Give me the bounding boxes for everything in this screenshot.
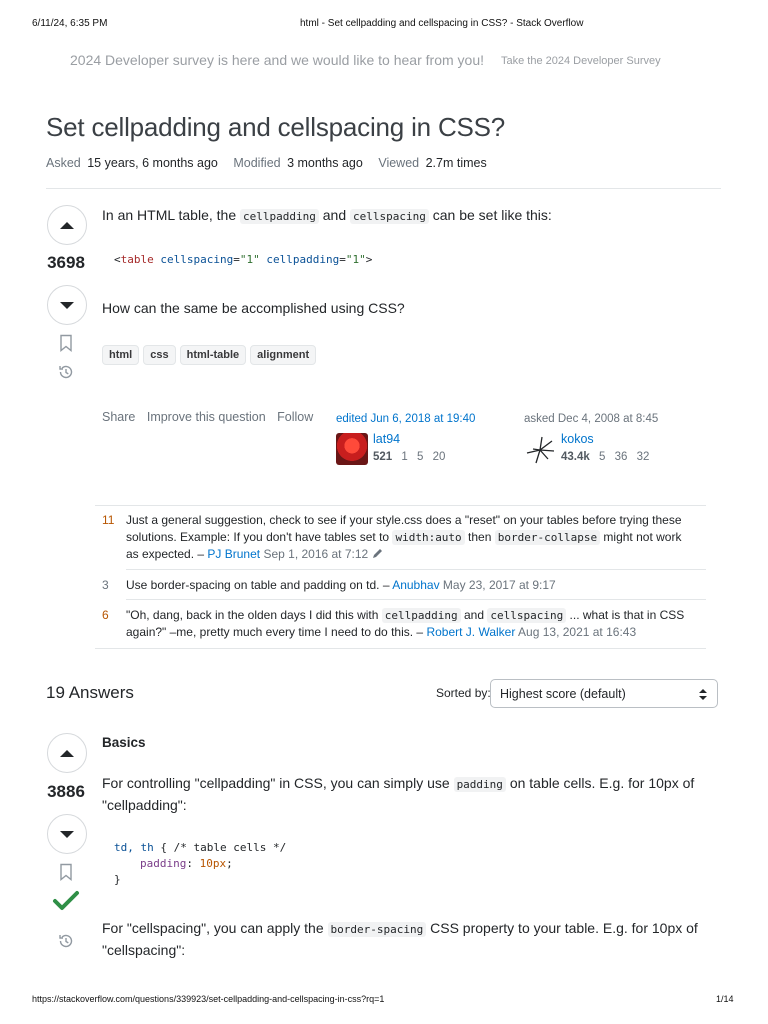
comment-date[interactable]: Aug 13, 2021 at 16:43 (518, 625, 637, 639)
code-token: = (339, 253, 346, 266)
arrow-down-icon (60, 302, 74, 309)
print-doc-title: html - Set cellpadding and cellspacing in CSS? - Stack Overflow (300, 18, 584, 29)
question-code-block (114, 252, 372, 268)
comments-divider (95, 505, 706, 506)
answer-text: on table cells. E.g. for 10px of (509, 775, 695, 791)
question-meta (46, 156, 487, 170)
question-intro (102, 205, 552, 227)
asked-timestamp: asked Dec 4, 2008 at 8:45 (524, 413, 659, 425)
intro-text: In an HTML table, the (102, 207, 237, 223)
bookmark-icon[interactable] (59, 863, 73, 881)
post-menu (102, 410, 321, 424)
accepted-checkmark-icon (52, 889, 80, 913)
comment-user-link[interactable]: Anubhav (392, 578, 440, 592)
comment (102, 577, 712, 594)
comment-text-part: solutions. Example: If you don't have tables set to (126, 530, 390, 544)
tag-html[interactable]: html (102, 345, 139, 365)
asked-value: 15 years, 6 months ago (87, 156, 218, 170)
inline-code: cellspacing (487, 608, 566, 623)
gold-badges: 1 (401, 451, 408, 463)
code-token: cellspacing (160, 253, 234, 266)
arrow-up-icon (60, 750, 74, 757)
reputation-score: 521 (373, 451, 393, 463)
bronze-badges: 32 (636, 451, 650, 463)
inline-code: border-spacing (328, 922, 427, 937)
inline-code: padding (454, 777, 506, 792)
comment-text (126, 546, 712, 563)
intro-text: can be set like this: (432, 207, 552, 223)
code-token: ; (226, 857, 233, 870)
sort-label: Sorted by: (436, 686, 491, 700)
history-icon[interactable] (57, 932, 75, 950)
answer-text: "cellpadding": (102, 797, 187, 813)
comment-user-link[interactable]: Robert J. Walker (426, 625, 516, 639)
history-icon[interactable] (57, 363, 75, 381)
viewed-label: Viewed (378, 156, 420, 170)
reputation-score: 43.4k (561, 451, 590, 463)
editor-reputation (373, 451, 445, 463)
comment-text-part: as expected. – (126, 547, 205, 561)
intro-text: and (322, 207, 347, 223)
follow-link[interactable]: Follow (277, 410, 314, 424)
comment-text: Use border-spacing on table and padding on td. – (126, 578, 390, 592)
asker-reputation (561, 451, 649, 463)
answer-text: CSS property to your table. E.g. for 10px of (430, 920, 698, 936)
code-token: { (160, 841, 167, 854)
code-token: /* table cells */ (173, 841, 287, 854)
answers-count: 19 Answers (46, 683, 134, 702)
editor-avatar[interactable] (336, 433, 368, 465)
comment-text-part: again?" –me, pretty much every time I need to do this. – (126, 625, 424, 639)
question-downvote-button[interactable] (47, 285, 87, 325)
answer-score: 3886 (47, 782, 85, 801)
title-divider (46, 188, 721, 189)
arrow-down-icon (60, 831, 74, 838)
code-token: "1" (239, 253, 260, 266)
code-token: } (114, 873, 121, 886)
code-token: cellpadding (266, 253, 340, 266)
comment-text (126, 607, 712, 624)
tag-css[interactable]: css (143, 345, 175, 365)
print-datetime: 6/11/24, 6:35 PM (32, 18, 108, 29)
share-link[interactable]: Share (102, 410, 136, 424)
inline-code: cellpadding (240, 209, 319, 224)
comment (102, 512, 712, 563)
comment-divider (126, 569, 706, 570)
code-token: : (186, 857, 193, 870)
answer-code-block (114, 840, 286, 888)
modified-label: Modified (233, 156, 281, 170)
code-token: "1" (345, 253, 366, 266)
comment-text (126, 624, 712, 641)
answer-upvote-button[interactable] (47, 733, 87, 773)
tag-html-table[interactable]: html-table (180, 345, 247, 365)
code-token: table (120, 253, 154, 266)
bookmark-icon[interactable] (59, 334, 73, 352)
code-token: = (233, 253, 240, 266)
arrow-up-icon (60, 222, 74, 229)
answer-paragraph (102, 773, 712, 815)
modified-value[interactable]: 3 months ago (287, 156, 363, 170)
survey-banner-link[interactable]: Take the 2024 Developer Survey (501, 55, 661, 67)
code-token: padding (140, 857, 187, 870)
code-token: < (114, 253, 121, 266)
silver-badges: 36 (614, 451, 628, 463)
bronze-badges: 20 (432, 451, 446, 463)
comment-date[interactable]: Sep 1, 2016 at 7:12 (263, 547, 369, 561)
gold-badges: 5 (598, 451, 606, 463)
answer-downvote-button[interactable] (47, 814, 87, 854)
comment-score: 6 (102, 608, 109, 622)
code-token: td, th (114, 841, 154, 854)
inline-code: cellspacing (350, 209, 429, 224)
code-token: 10px (199, 857, 227, 870)
comment-text: Just a general suggestion, check to see if your style.css does a "reset" on your tables before trying these (126, 513, 682, 527)
comment-divider (126, 599, 706, 600)
comment-user-link[interactable]: PJ Brunet (207, 547, 261, 561)
silver-badges: 5 (417, 451, 424, 463)
inline-code: width:auto (392, 530, 464, 545)
sort-select-value: Highest score (default) (500, 686, 626, 701)
tag-list (102, 345, 320, 365)
comment-date[interactable]: May 23, 2017 at 9:17 (442, 578, 556, 592)
comment-score: 11 (102, 513, 115, 527)
asker-avatar[interactable] (524, 433, 556, 465)
viewed-value: 2.7m times (425, 156, 487, 170)
survey-banner-text: 2024 Developer survey is here and we would like to hear from you! (70, 52, 484, 68)
select-arrows-icon (699, 689, 707, 700)
code-token: > (365, 253, 373, 266)
sort-select[interactable] (490, 679, 718, 708)
comment-text-part: ... what is that in CSS (569, 608, 685, 622)
question-title[interactable]: Set cellpadding and cellspacing in CSS? (46, 112, 506, 142)
answer-text: For controlling "cellpadding" in CSS, you can simply use (102, 775, 450, 791)
comment-text-part: and (463, 608, 484, 622)
comment-text-part: "Oh, dang, back in the olden days I did this with (126, 608, 379, 622)
print-url: https://stackoverflow.com/questions/339923/set-cellpadding-and-cellspacing-in-css?rq=1 (32, 994, 385, 1004)
print-page-number: 1/14 (716, 994, 734, 1004)
comment-score: 3 (102, 578, 109, 592)
inline-code: border-collapse (495, 530, 600, 545)
pencil-icon (372, 548, 383, 559)
comment-text-part: might not work (603, 530, 682, 544)
editor-name[interactable]: lat94 (373, 432, 401, 446)
question-text: How can the same be accomplished using CSS? (102, 300, 405, 316)
comment-text (126, 529, 712, 546)
answer-text: For "cellspacing", you can apply the (102, 920, 324, 936)
comment (102, 607, 712, 641)
improve-question-link[interactable]: Improve this question (146, 410, 266, 424)
comments-end-divider (95, 648, 706, 649)
question-score: 3698 (47, 253, 85, 272)
edited-timestamp[interactable]: edited Jun 6, 2018 at 19:40 (336, 413, 476, 425)
asker-name[interactable]: kokos (561, 432, 594, 446)
comment-text-part: then (468, 530, 492, 544)
answer-heading: Basics (102, 735, 146, 750)
tag-alignment[interactable]: alignment (250, 345, 316, 365)
question-upvote-button[interactable] (47, 205, 87, 245)
answer-paragraph (102, 918, 712, 960)
asked-label: Asked (46, 156, 81, 170)
inline-code: cellpadding (382, 608, 461, 623)
answer-text: "cellspacing": (102, 942, 186, 958)
